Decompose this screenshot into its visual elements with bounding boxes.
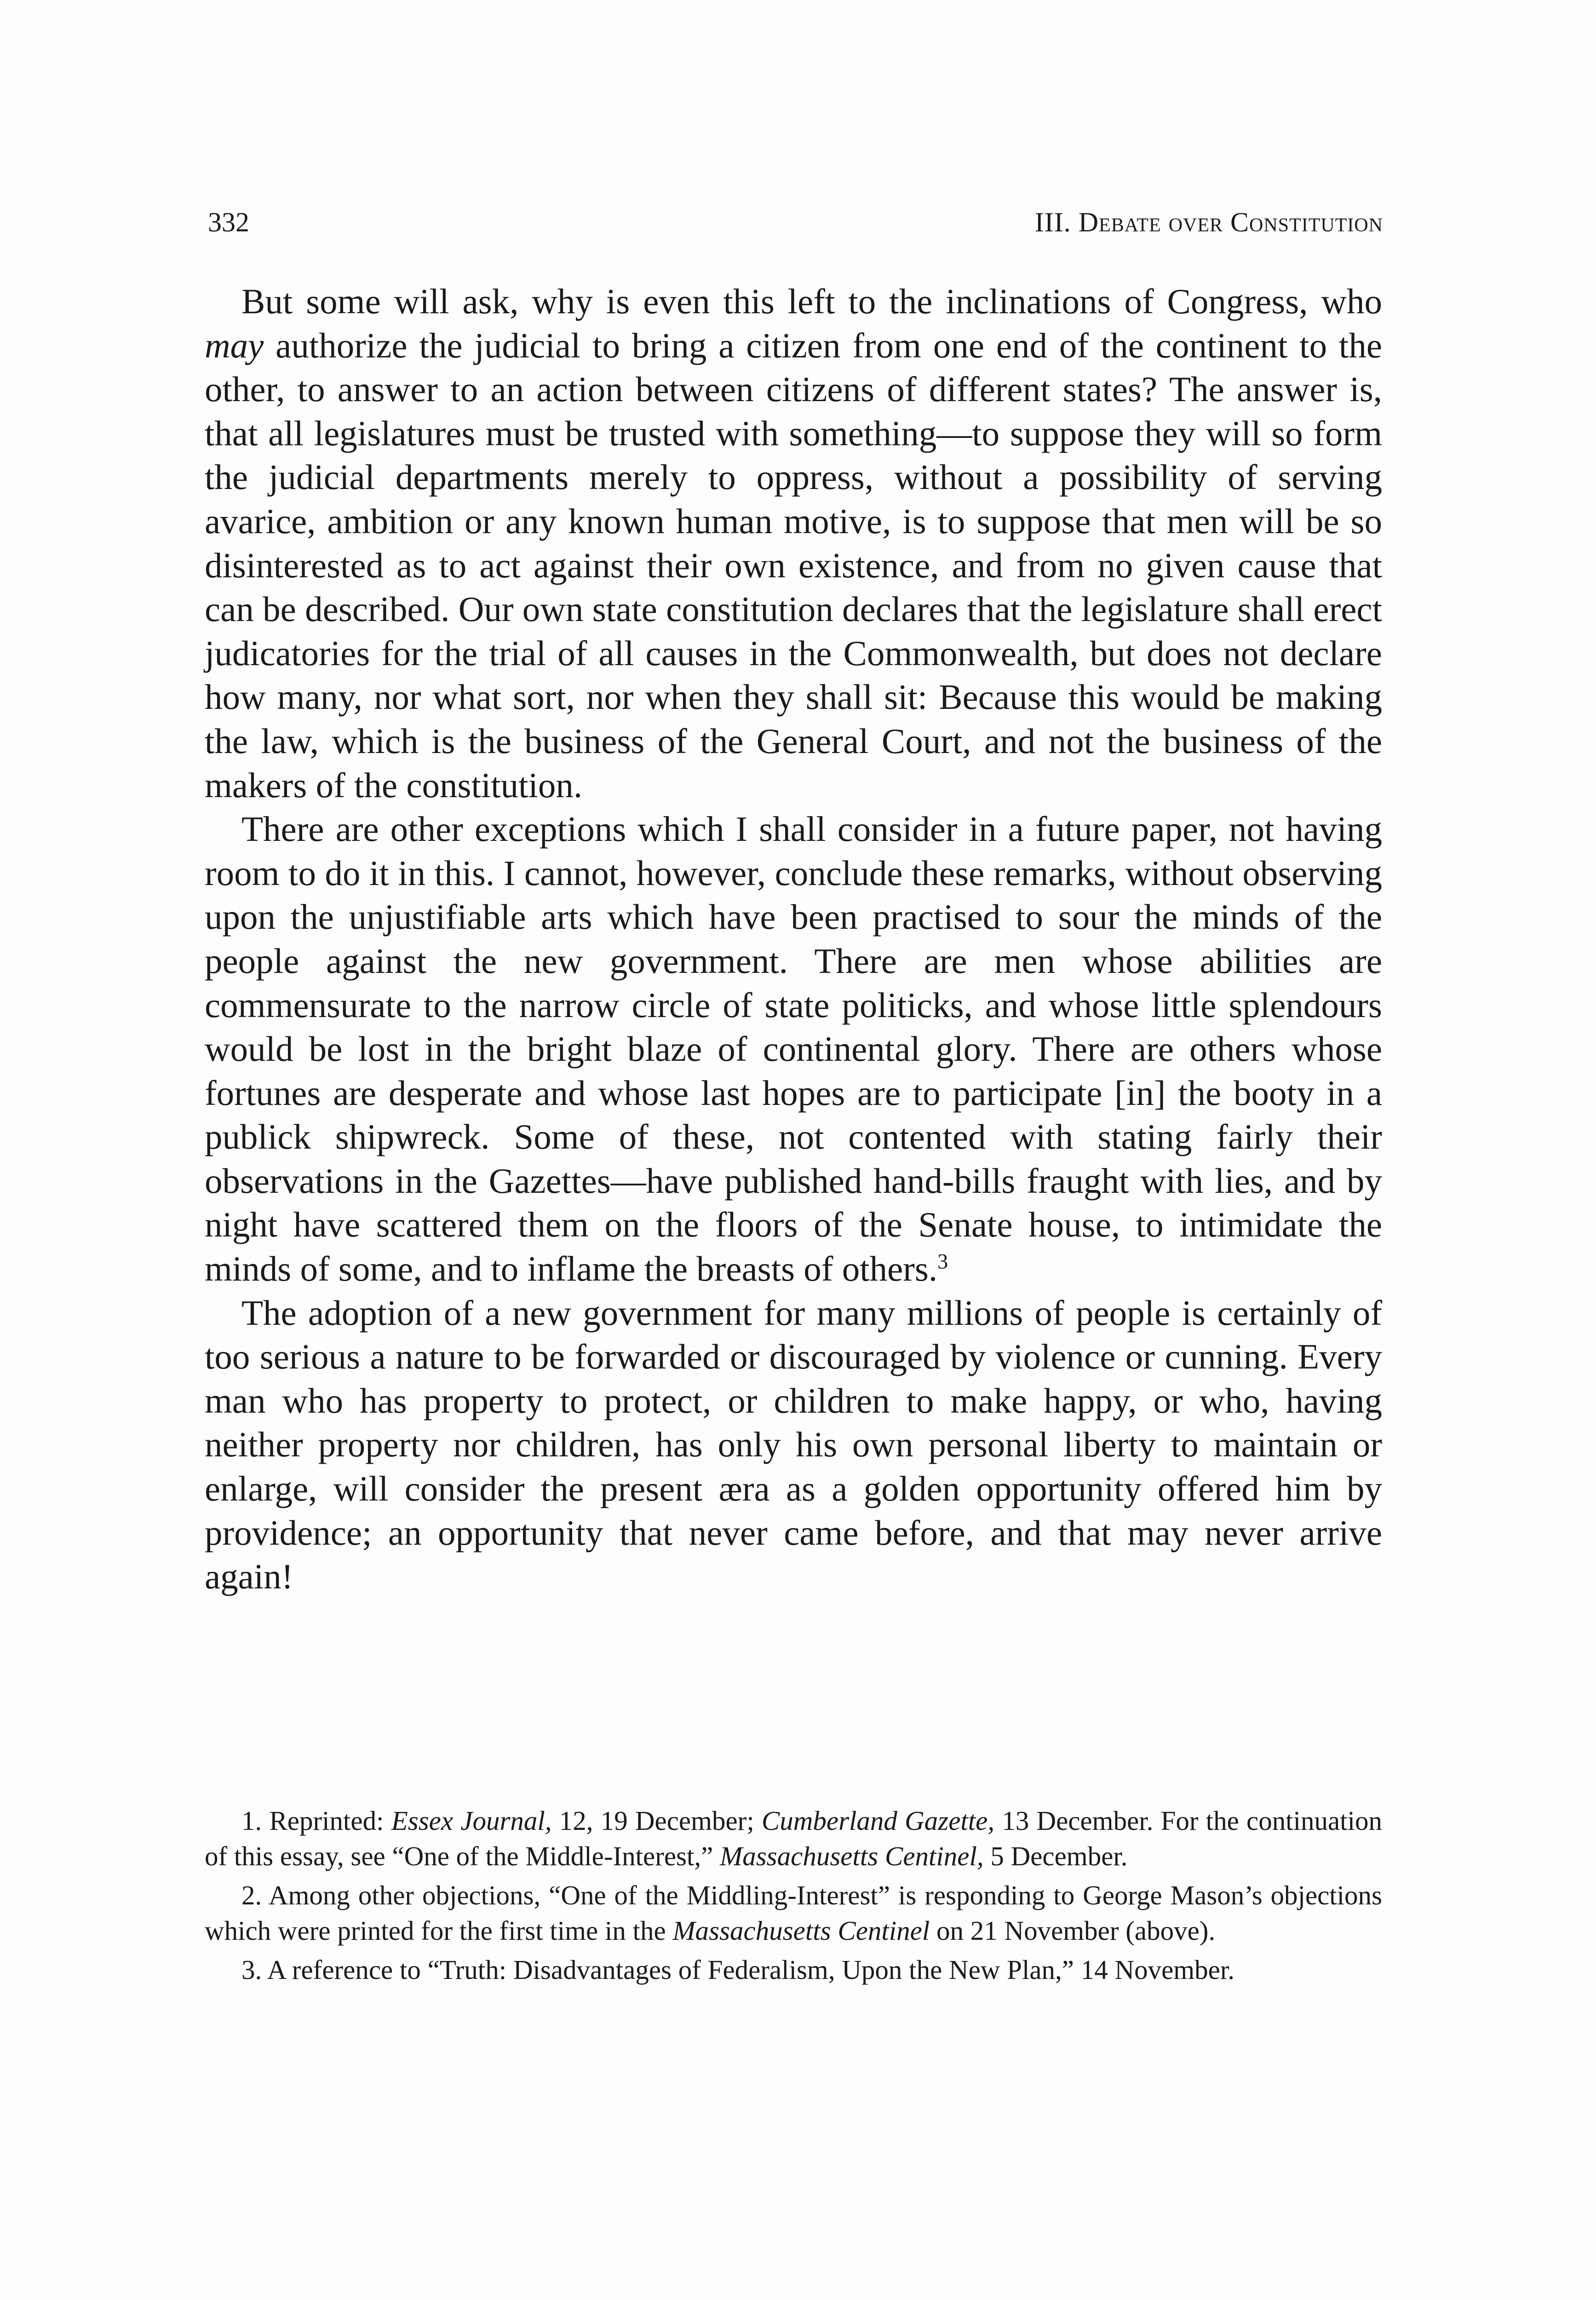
- footnote-3: 3. A reference to “Truth: Disadvantages of Federalism, Upon the New Plan,” 14 November.: [241, 1955, 1235, 1985]
- body-text: [205, 280, 1382, 1599]
- footnote-2: 2. Among other objections, “One of the Middling-Interest” is responding to George Mason’s objections which were printed for the first time in the Massachusetts Centinel on 21 November (above).: [205, 1880, 1382, 1946]
- footnotes: [205, 1803, 1382, 1991]
- running-head-numeral: III.: [1034, 207, 1071, 237]
- footnote-reference: 3: [937, 1249, 948, 1273]
- page-number: 332: [208, 207, 249, 237]
- emphasis: may: [205, 325, 264, 365]
- running-head: [1035, 201, 1383, 243]
- running-head-title: Debate over Constitution: [1078, 207, 1383, 237]
- page-header: [208, 201, 1383, 243]
- footnote-1: 1. Reprinted: Essex Journal, 12, 19 December; Cumberland Gazette, 13 December. For the continuation of this essay, see “One of the Middle-Interest,” Massachusetts Centinel, 5 December.: [205, 1806, 1383, 1871]
- paragraph: But some will ask, why is even this left to the inclinations of Congress, who may authorize the judicial to bring a citizen from one end of the continent to the other, to answer to an action between citizens of different states? The answer is, that all legislatures must be trusted with something—to suppose they will so form the judicial departments merely to oppress, without a possibility of serving avarice, ambition or any known human motive, is to suppose that men will be so disinterested as to act against their own existence, and from no given cause that can be described. Our own state constitution declares that the legislature shall erect judicatories for the trial of all causes in the Commonwealth, but does not declare how many, nor what sort, nor when they shall sit: Because this would be making the law, which is the business of the General Court, and not the business of the makers of the constitution.: [205, 282, 1382, 805]
- paragraph: The adoption of a new government for many millions of people is certainly of too serious a nature to be forwarded or discouraged by violence or cunning. Every man who has property to protect, or children to make happy, or who, having neither property nor children, has only his own personal liberty to maintain or enlarge, will consider the present æra as a golden opportunity offered him by providence; an opportunity that never came before, and that may never arrive again!: [205, 1293, 1382, 1597]
- paragraph: There are other exceptions which I shall consider in a future paper, not having room to do it in this. I cannot, however, conclude these remarks, without observing upon the unjustifiable arts which have been practised to sour the minds of the people against the new government. There are men whose abilities are commensurate to the narrow circle of state politicks, and whose little splendours would be lost in the bright blaze of continental glory. There are others whose fortunes are desperate and whose last hopes are to participate [in] the booty in a publick shipwreck. Some of these, not contented with stating fairly their observations in the Gazettes—have published hand-bills fraught with lies, and by night have scattered them on the floors of the Senate house, to intimidate the minds of some, and to inflame the breasts of others.$^3$: [205, 809, 1382, 1289]
